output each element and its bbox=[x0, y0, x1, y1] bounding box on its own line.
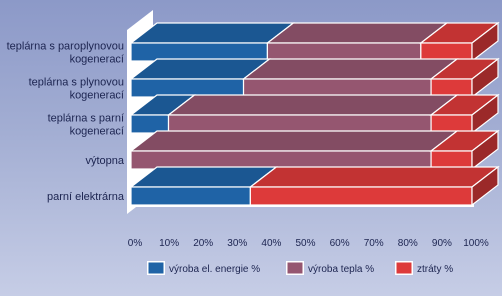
x-tick-label: 90% bbox=[431, 238, 452, 249]
x-tick-label: 60% bbox=[329, 238, 350, 249]
category-label: parní elektrárna bbox=[46, 191, 124, 203]
x-tick-labels bbox=[128, 238, 489, 249]
legend-label: výroba tepla % bbox=[308, 264, 375, 275]
x-tick-label: 40% bbox=[261, 238, 282, 249]
bar-top-2 bbox=[169, 95, 458, 115]
legend-label: ztráty % bbox=[417, 264, 454, 275]
bar-top-2 bbox=[267, 23, 446, 43]
bar-segment-3 bbox=[431, 151, 472, 169]
bar-segment-2 bbox=[169, 115, 432, 133]
category-label: kogenerací bbox=[69, 53, 124, 66]
category-labels bbox=[7, 41, 125, 204]
bar-segment-3 bbox=[431, 79, 472, 97]
bar-segment-1 bbox=[131, 115, 169, 133]
category-label: výtopna bbox=[85, 155, 124, 167]
category-label: teplárna s parní bbox=[47, 112, 124, 125]
category-label: kogenerací bbox=[69, 89, 124, 102]
bar-segment-2 bbox=[131, 151, 431, 169]
bar-segment-3 bbox=[421, 43, 472, 61]
x-tick-label: 50% bbox=[295, 238, 316, 249]
x-tick-label: 0% bbox=[127, 238, 143, 249]
bar-top-1 bbox=[131, 23, 293, 43]
x-tick-label: 80% bbox=[397, 238, 418, 249]
x-tick-label: 100% bbox=[463, 238, 489, 249]
x-tick-label: 70% bbox=[363, 238, 384, 249]
bar-top-2 bbox=[244, 59, 458, 79]
bar-segment-1 bbox=[131, 187, 250, 205]
legend bbox=[147, 261, 453, 275]
bar-segment-3 bbox=[431, 115, 472, 133]
legend-swatch bbox=[149, 263, 164, 274]
category-label: teplárna s paroplynovou bbox=[6, 40, 124, 53]
bar-segment-1 bbox=[131, 79, 244, 97]
legend-label: výroba el. energie % bbox=[169, 264, 261, 275]
category-label: teplárna s plynovou bbox=[28, 76, 124, 89]
bar-segment-3 bbox=[250, 187, 472, 205]
category-label: kogenerací bbox=[69, 125, 124, 138]
bar-segment-1 bbox=[131, 43, 267, 61]
x-tick-label: 30% bbox=[227, 238, 248, 249]
bar-segment-2 bbox=[267, 43, 420, 61]
legend-swatch bbox=[288, 263, 303, 274]
bar-top-3 bbox=[250, 167, 498, 187]
bar-segment-2 bbox=[244, 79, 432, 97]
bar-top-2 bbox=[131, 131, 457, 151]
legend-swatch bbox=[397, 263, 412, 274]
bar-series bbox=[129, 23, 498, 207]
x-tick-label: 10% bbox=[159, 238, 180, 249]
x-tick-label: 20% bbox=[193, 238, 214, 249]
